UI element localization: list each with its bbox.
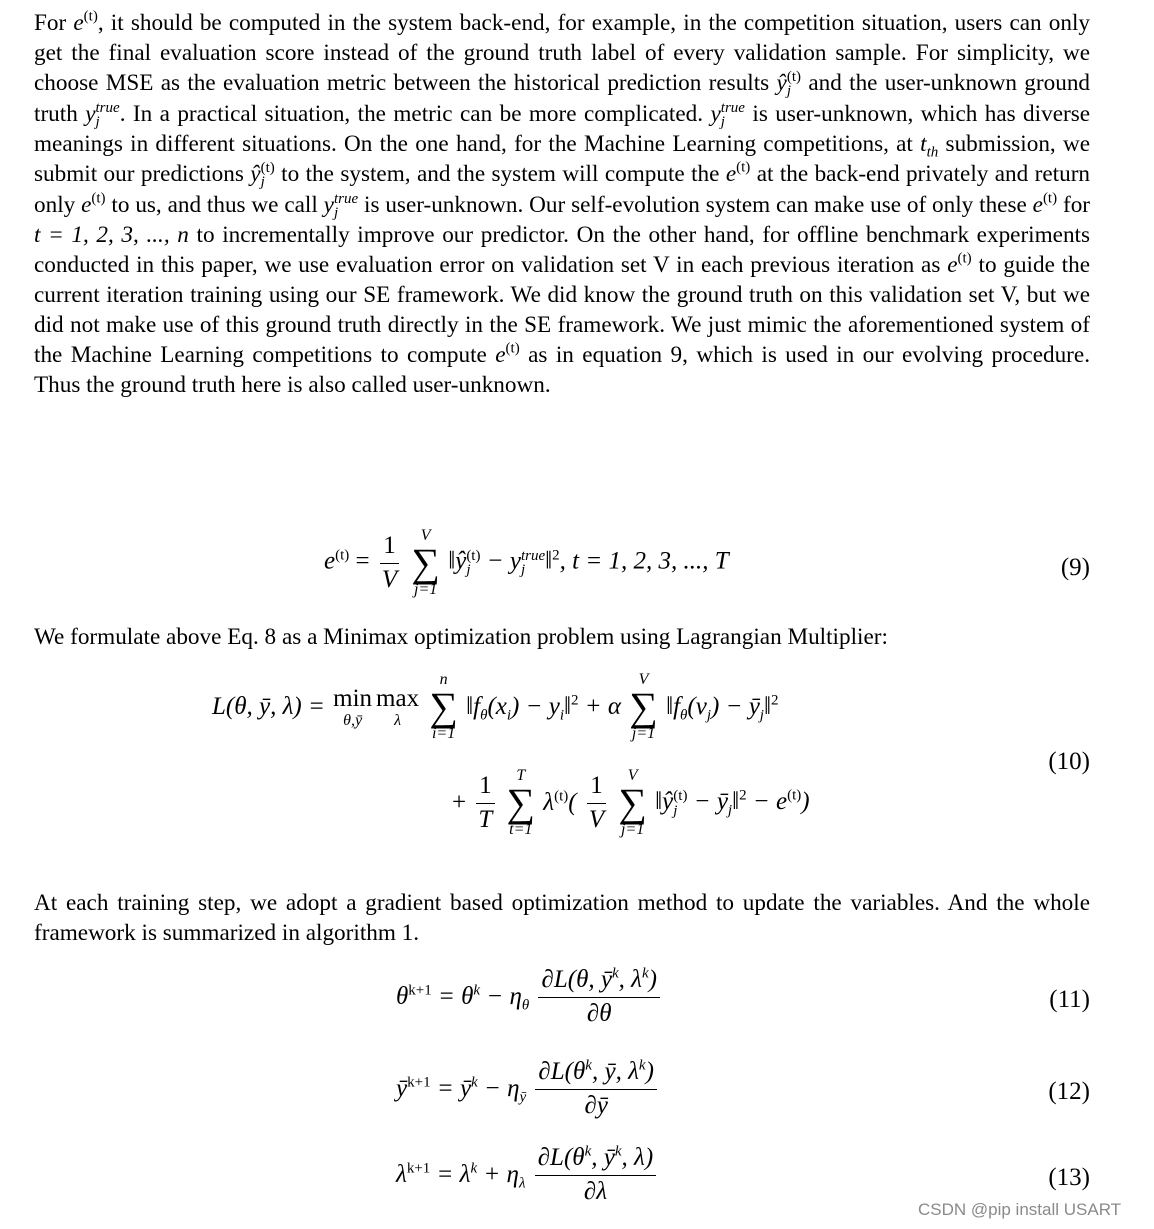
csdn-watermark: CSDN @pip install USART [918,1200,1122,1219]
math-e: $e^{(t)}$ [947,250,972,278]
equation-number-12: (12) [1048,1078,1090,1105]
equation-12: $ȳ^{k+1}$ = $ȳ^k - \eta_ȳ$ $\frac{\partial L(\theta^k, ȳ, \lambda^k)}{\partial ȳ}$ [396,1058,660,1121]
paragraph-3: At each training step, we adopt a gradient based optimization method to update the variables. And the whole framework is summarized in algorithm 1. [34,890,1090,946]
text-span: is user-unknown, which has diverse meanings in different situations. On the one hand, for the Machine Learning competitions, at [34,100,1091,157]
fraction: $\frac{1}{T}$ [475,772,495,835]
text-span: is user-unknown. Our self-evolution system can make use of only these [364,191,1027,218]
text-span: as in equation 9, which is used in our evolving procedure. Thus the ground truth here is also called user-unknown. [34,342,1090,398]
math-e: $e^{(t)}$ [495,340,520,368]
fraction: $\frac{\partial L(\theta^k, ȳ, \lambda^k)}{\partial ȳ}$ [535,1058,656,1121]
summation: T ∑ t=1 [506,767,536,838]
text-span: For [34,10,67,36]
text-span: at the back-end privately and return only [34,161,1091,218]
math-e: $e^{(t)}$ [725,159,751,187]
math-yhat: ŷ (t) j [250,160,275,191]
equation-9: $e^{(t)}$ = $\frac{1}{V}$ V ∑ j=1 ‖ŷ (t) j − y true j ‖$^2$, t = 1, 2, 3, ..., T [324,527,729,598]
paragraph-1 [34,8,1090,400]
text-span: and the user-unknown ground truth [34,70,1091,127]
max-operator: max λ [376,685,420,729]
paragraph-2: We formulate above Eq. 8 as a Minimax optimization problem using Lagrangian Multiplier: [34,624,888,650]
math-ytrue: y true j [85,99,120,130]
text-span: to us, and thus we call [111,191,318,218]
text-span: , it should be computed in the system back-end, for example, in the competition situation, users can only get the final evaluation score instead of the ground truth label of every validation sample. For simplicity, we choose MSE as the evaluation metric between the historical prediction results [34,10,1091,96]
summation: n ∑ i=1 [429,671,458,742]
fraction: $\frac{1}{V}$ [381,531,398,593]
summation: V ∑ j=1 [629,671,658,742]
equation-number-11: (11) [1049,986,1090,1013]
equation-10-line-2: + $\frac{1}{T}$ T ∑ t=1 $\lambda^{(t)}$( $\frac{1}{V}$ V ∑ j=1 ‖ŷ (t) j − $ȳ_j‖^2 - e^{(t)}$) [452,767,810,838]
equation-number-10: (10) [1048,748,1090,775]
equation-13: $\lambda^{k+1} = \lambda^k + \eta_\lambda$ $\frac{\partial L(\theta^k, ȳ^k, \lambda)}{\partial\lambda}$ [396,1144,659,1207]
math-yhat: ŷ (t) j [776,69,801,100]
fraction: $\frac{\partial L(\theta, ȳ^k, \lambda^k)}{\partial\theta}$ [538,966,659,1029]
equation-11: $\theta^{k+1} = \theta^k - \eta_\theta$ $\frac{\partial L(\theta, ȳ^k, \lambda^k)}{\partial\theta}$ [396,966,663,1029]
text-span: . In a practical situation, the metric can be more complicated. [119,100,704,127]
fraction: $\frac{1}{V}$ [588,771,605,833]
math-t-th: $t_{th}$ [920,131,939,161]
equation-number-13: (13) [1048,1164,1090,1191]
math-e: $e^{(t)}$ [1032,190,1058,218]
math-e: $e^{(t)}$ [73,8,98,36]
math-e: $e^{(t)}$ [81,190,106,218]
text-span: to the system, and the system will compute the [281,161,720,187]
summation: V ∑ j=1 [411,527,440,598]
math-ytrue: y true j [710,99,745,130]
math-t-sequence: t = 1, 2, 3, ..., n [34,222,189,248]
fraction: $\frac{\partial L(\theta^k, ȳ^k, \lambda)}{\partial\lambda}$ [535,1144,656,1207]
equation-10-line-1: L(θ, ȳ, λ) = min θ,ȳ max λ n ∑ i=1 $‖f_\theta(x_i)$ − $y_i‖^2 + \alpha$ V ∑ j=1 $‖f_\theta(v_j)$ − $ȳ_j‖^2$ [212,671,779,742]
math-ytrue: y true j [323,190,359,221]
text-span: to incrementally improve our predictor. On the other hand, for offline benchmark experiments conducted in this paper, we use evaluation error on validation set V in each previous iteration as [34,222,1090,278]
text-span: submission, we submit our predictions [34,131,1091,187]
text-span: to guide the current iteration training using our SE framework. We did know the ground truth on this validation set V, but we did not make use of this ground truth directly in the SE framework. We just mimic the aforementioned system of the Machine Learning competitions to compute [34,252,1091,368]
summation: V ∑ j=1 [618,767,647,838]
text-span: for [1062,191,1091,218]
min-operator: min θ,ȳ [333,685,373,729]
paper-page [34,8,1090,400]
equation-number-9: (9) [1060,554,1090,581]
